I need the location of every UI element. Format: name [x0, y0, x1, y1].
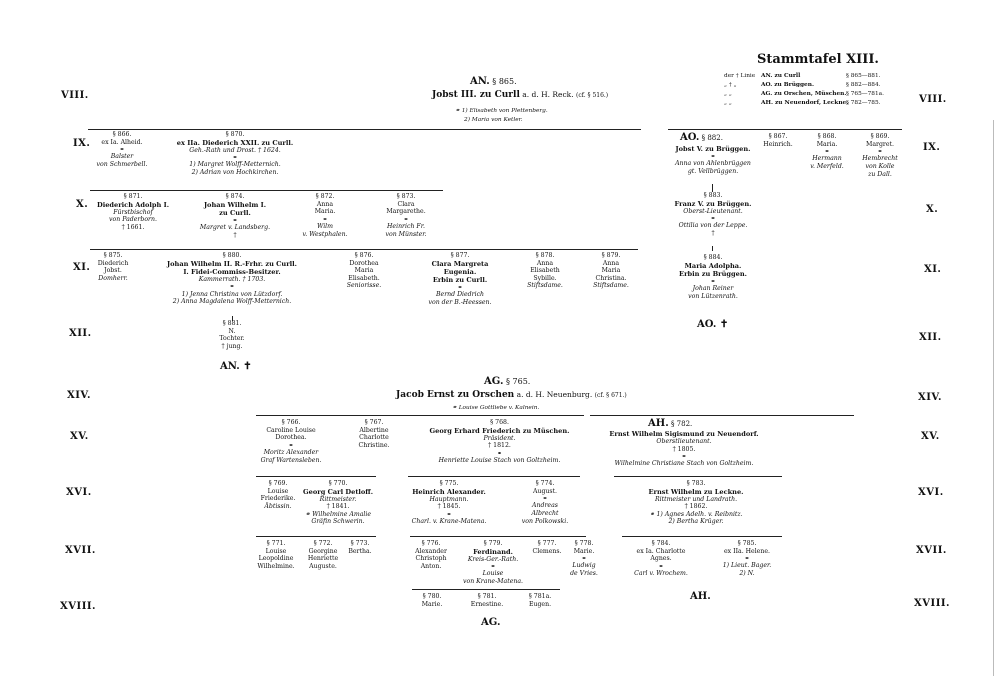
- gen-line: [256, 536, 376, 537]
- person-874: § 874. Johan Wilhelm I. zu Curll. ⚭ Margret v. Landsberg. †: [199, 193, 271, 239]
- person-784: § 784. ex Ia. Charlotte Agnes. ⚭ Carl v. Wrochem.: [634, 540, 688, 577]
- person-781a: § 781a. Eugen.: [528, 593, 552, 608]
- gen-line: [88, 129, 641, 130]
- legend-row: „ † „ AO. zu Brüggen. § 882—884.: [724, 81, 881, 88]
- gen-line: [256, 476, 376, 477]
- gen-line: [90, 190, 443, 191]
- gen-line: [408, 476, 580, 477]
- generation-label: X.: [926, 204, 939, 215]
- person-769: § 769. Louise Friederike. Äbtissin.: [260, 480, 296, 510]
- person-869: § 869. Margret. ⚭ Hembrecht von Kolle zu Dall.: [862, 133, 898, 178]
- generation-label: XII.: [69, 328, 92, 339]
- person-879: § 879. Anna Maria Christina. Stiftsdame.: [593, 252, 629, 290]
- line-end-marker: AH.: [690, 591, 711, 602]
- gen-line: [412, 589, 560, 590]
- generation-label: XIV.: [67, 390, 91, 401]
- person-783: § 783. Ernst Wilhelm zu Leckne. Rittmeister und Landrath. † 1862. ⚭ 1) Agnes Adelh. v. Reibnitz. 2) Bertha Krüger.: [648, 480, 744, 526]
- person-872: § 872. Anna Maria. ⚭ Wilm v. Westphalen.: [302, 193, 348, 238]
- line-end-marker: AN. ✝: [220, 361, 252, 372]
- person-777: § 777. Clemens.: [532, 540, 562, 555]
- person-767: § 767. Albertine Charlotte Christine.: [358, 419, 390, 449]
- gen-line: [614, 476, 782, 477]
- generation-label: VIII.: [919, 94, 947, 105]
- person-875: § 875. Diederich Jobst. Domherr.: [97, 252, 129, 282]
- legend-row: „ „ AG. zu Orschen, Müschen.§ 765—781a.: [724, 90, 884, 97]
- person-775: § 775. Heinrich Alexander. Hauptmann. † 1845. ⚭ Charl. v. Krane-Matena.: [411, 480, 487, 526]
- generation-label: IX.: [73, 138, 91, 149]
- person-768: § 768. Georg Erhard Friederich zu Müschen. Präsident. † 1812. ⚭ Henriette Louise Stach von Goltzheim.: [429, 419, 570, 465]
- generation-label: XVIII.: [60, 601, 97, 612]
- legend-row: der † Linie AN. zu Curll § 865—881.: [724, 73, 881, 79]
- legend-row: „ „ AH. zu Neuendorf, Leckne.§ 782—785.: [724, 99, 881, 106]
- ag-founder: Jacob Ernst zu Orschen a. d. H. Neuenburg. (cf. § 671.): [396, 390, 627, 400]
- line-end-marker: AG.: [481, 617, 501, 628]
- line-ah-code: AH. § 782.: [648, 418, 693, 429]
- person-866: § 866. ex Ia. Alheid. ⚭ Balster von Schmerbell.: [96, 131, 148, 168]
- person-772: § 772. Georgine Henriette Auguste.: [307, 540, 339, 570]
- person-780: § 780. Marie.: [421, 593, 443, 608]
- generation-label: XV.: [921, 431, 940, 442]
- gen-line: [256, 415, 584, 416]
- generation-label: XI.: [924, 264, 942, 275]
- person-870: § 870. ex IIa. Diederich XXII. zu Curll. Geh.-Rath und Drost. † 1624. ⚭ 1) Margret Wolff-Metternich. 2) Adrian von Hochkirchen.: [176, 131, 294, 177]
- generation-label: XVI.: [66, 487, 92, 498]
- page-edge: [993, 120, 994, 676]
- person-873: § 873. Clara Margarethe. ⚭ Heinrich Fr. von Münster.: [385, 193, 427, 238]
- person-877: § 877. Clara Margreta Eugenia. Erbin zu Curll. ⚭ Bernd Diedrich von der B.-Heessen.: [428, 252, 492, 306]
- person-766: § 766. Caroline Louise Dorothea. ⚭ Moritz Alexander Graf Wartensleben.: [260, 419, 322, 464]
- line-ao-code: AO. § 882.: [680, 132, 723, 143]
- person-778: § 778. Marie. ⚭ Ludwig de Vries.: [570, 540, 598, 577]
- person-881: § 881. N. Tochter. † jung.: [219, 320, 245, 350]
- generation-label: XIV.: [918, 392, 942, 403]
- gen-line: [668, 129, 902, 130]
- line-an-code: AN. § 865.: [470, 76, 517, 87]
- person-779: § 779. Ferdinand. Kreis-Ger.-Rath. ⚭ Louise von Krane-Matena.: [463, 540, 523, 586]
- person-773: § 773. Bertha.: [348, 540, 372, 555]
- person-876: § 876. Dorothea Maria Elisabeth. Seniorisse.: [346, 252, 382, 290]
- line-end-marker: AO. ✝: [697, 319, 729, 330]
- an-wives: ⚭ 1) Elisabeth von Plettenberg. 2) Maria von Ketler.: [455, 108, 548, 123]
- person-774: § 774. August. ⚭ Andreas Albrecht von Polkowski.: [521, 480, 569, 525]
- person-882: Jobst V. zu Brüggen. ⚭ Anna von Ahlenbrüggen gt. Vellbrüggen.: [675, 145, 751, 175]
- ag-wife: ⚭ Louise Gottliebe v. Kalnein.: [452, 405, 540, 411]
- generation-label: XII.: [919, 332, 942, 343]
- generation-label: XVI.: [918, 487, 944, 498]
- generation-label: XVIII.: [914, 598, 951, 609]
- legend: [724, 72, 884, 108]
- person-868: § 868. Maria. ⚭ Hermann v. Merfeld.: [810, 133, 844, 170]
- generation-label: XV.: [70, 431, 89, 442]
- person-884: § 884. Maria Adolpha. Erbin zu Brüggen. ⚭ Johan Reiner von Lützenrath.: [679, 254, 747, 300]
- page-title: Stammtafel XIII.: [757, 52, 879, 67]
- person-781: § 781. Ernestine.: [470, 593, 504, 608]
- person-770: § 770. Georg Carl Detloff. Rittmeister. † 1841. ⚭ Wilhelmine Amalie Gräfin Schwerin.: [303, 480, 373, 526]
- person-883: § 883. Franz V. zu Brüggen. Oberst-Lieutenant. ⚭ Ottilia von der Leppe. †: [674, 192, 752, 238]
- person-867: § 867. Heinrich.: [763, 133, 793, 148]
- gen-line: [410, 536, 586, 537]
- generation-label: XVII.: [916, 545, 947, 556]
- gen-line: [590, 415, 854, 416]
- person-782: Ernst Wilhelm Sigismund zu Neuendorf. Oberstlieutenant. † 1805. ⚭ Wilhelmine Christiane Stach von Goltzheim.: [609, 430, 759, 468]
- person-871: § 871. Diederich Adolph I. Fürstbischof von Paderborn. † 1661.: [96, 193, 170, 231]
- person-785: § 785. ex IIa. Helene. ⚭ 1) Lieut. Bager. 2) N.: [722, 540, 772, 577]
- generation-label: IX.: [923, 142, 941, 153]
- generation-label: VIII.: [61, 90, 89, 101]
- an-founder: Jobst III. zu Curll a. d. H. Reck. (cf. § 516.): [432, 90, 609, 100]
- person-776: § 776. Alexander Christoph Anton.: [415, 540, 447, 570]
- generation-label: X.: [76, 199, 89, 210]
- gen-line: [90, 249, 638, 250]
- gen-line: [622, 536, 782, 537]
- person-771: § 771. Louise Leopoldine Wilhelmine.: [257, 540, 295, 570]
- connector: [712, 246, 713, 251]
- person-880: § 880. Johan Wilhelm II. R.-Frhr. zu Curll. I. Fidei-Commiss-Besitzer. Kammerrath. † 1703. ⚭ 1) Jenna Christina von Lützdorf. 2) Anna Magdalena Wolff-Metternich.: [167, 252, 297, 306]
- generation-label: XI.: [73, 262, 91, 273]
- person-878: § 878. Anna Elisabeth Sybille. Stiftsdame.: [527, 252, 563, 290]
- connector: [712, 184, 713, 192]
- line-ag-code: AG. § 765.: [484, 376, 531, 387]
- generation-label: XVII.: [65, 545, 96, 556]
